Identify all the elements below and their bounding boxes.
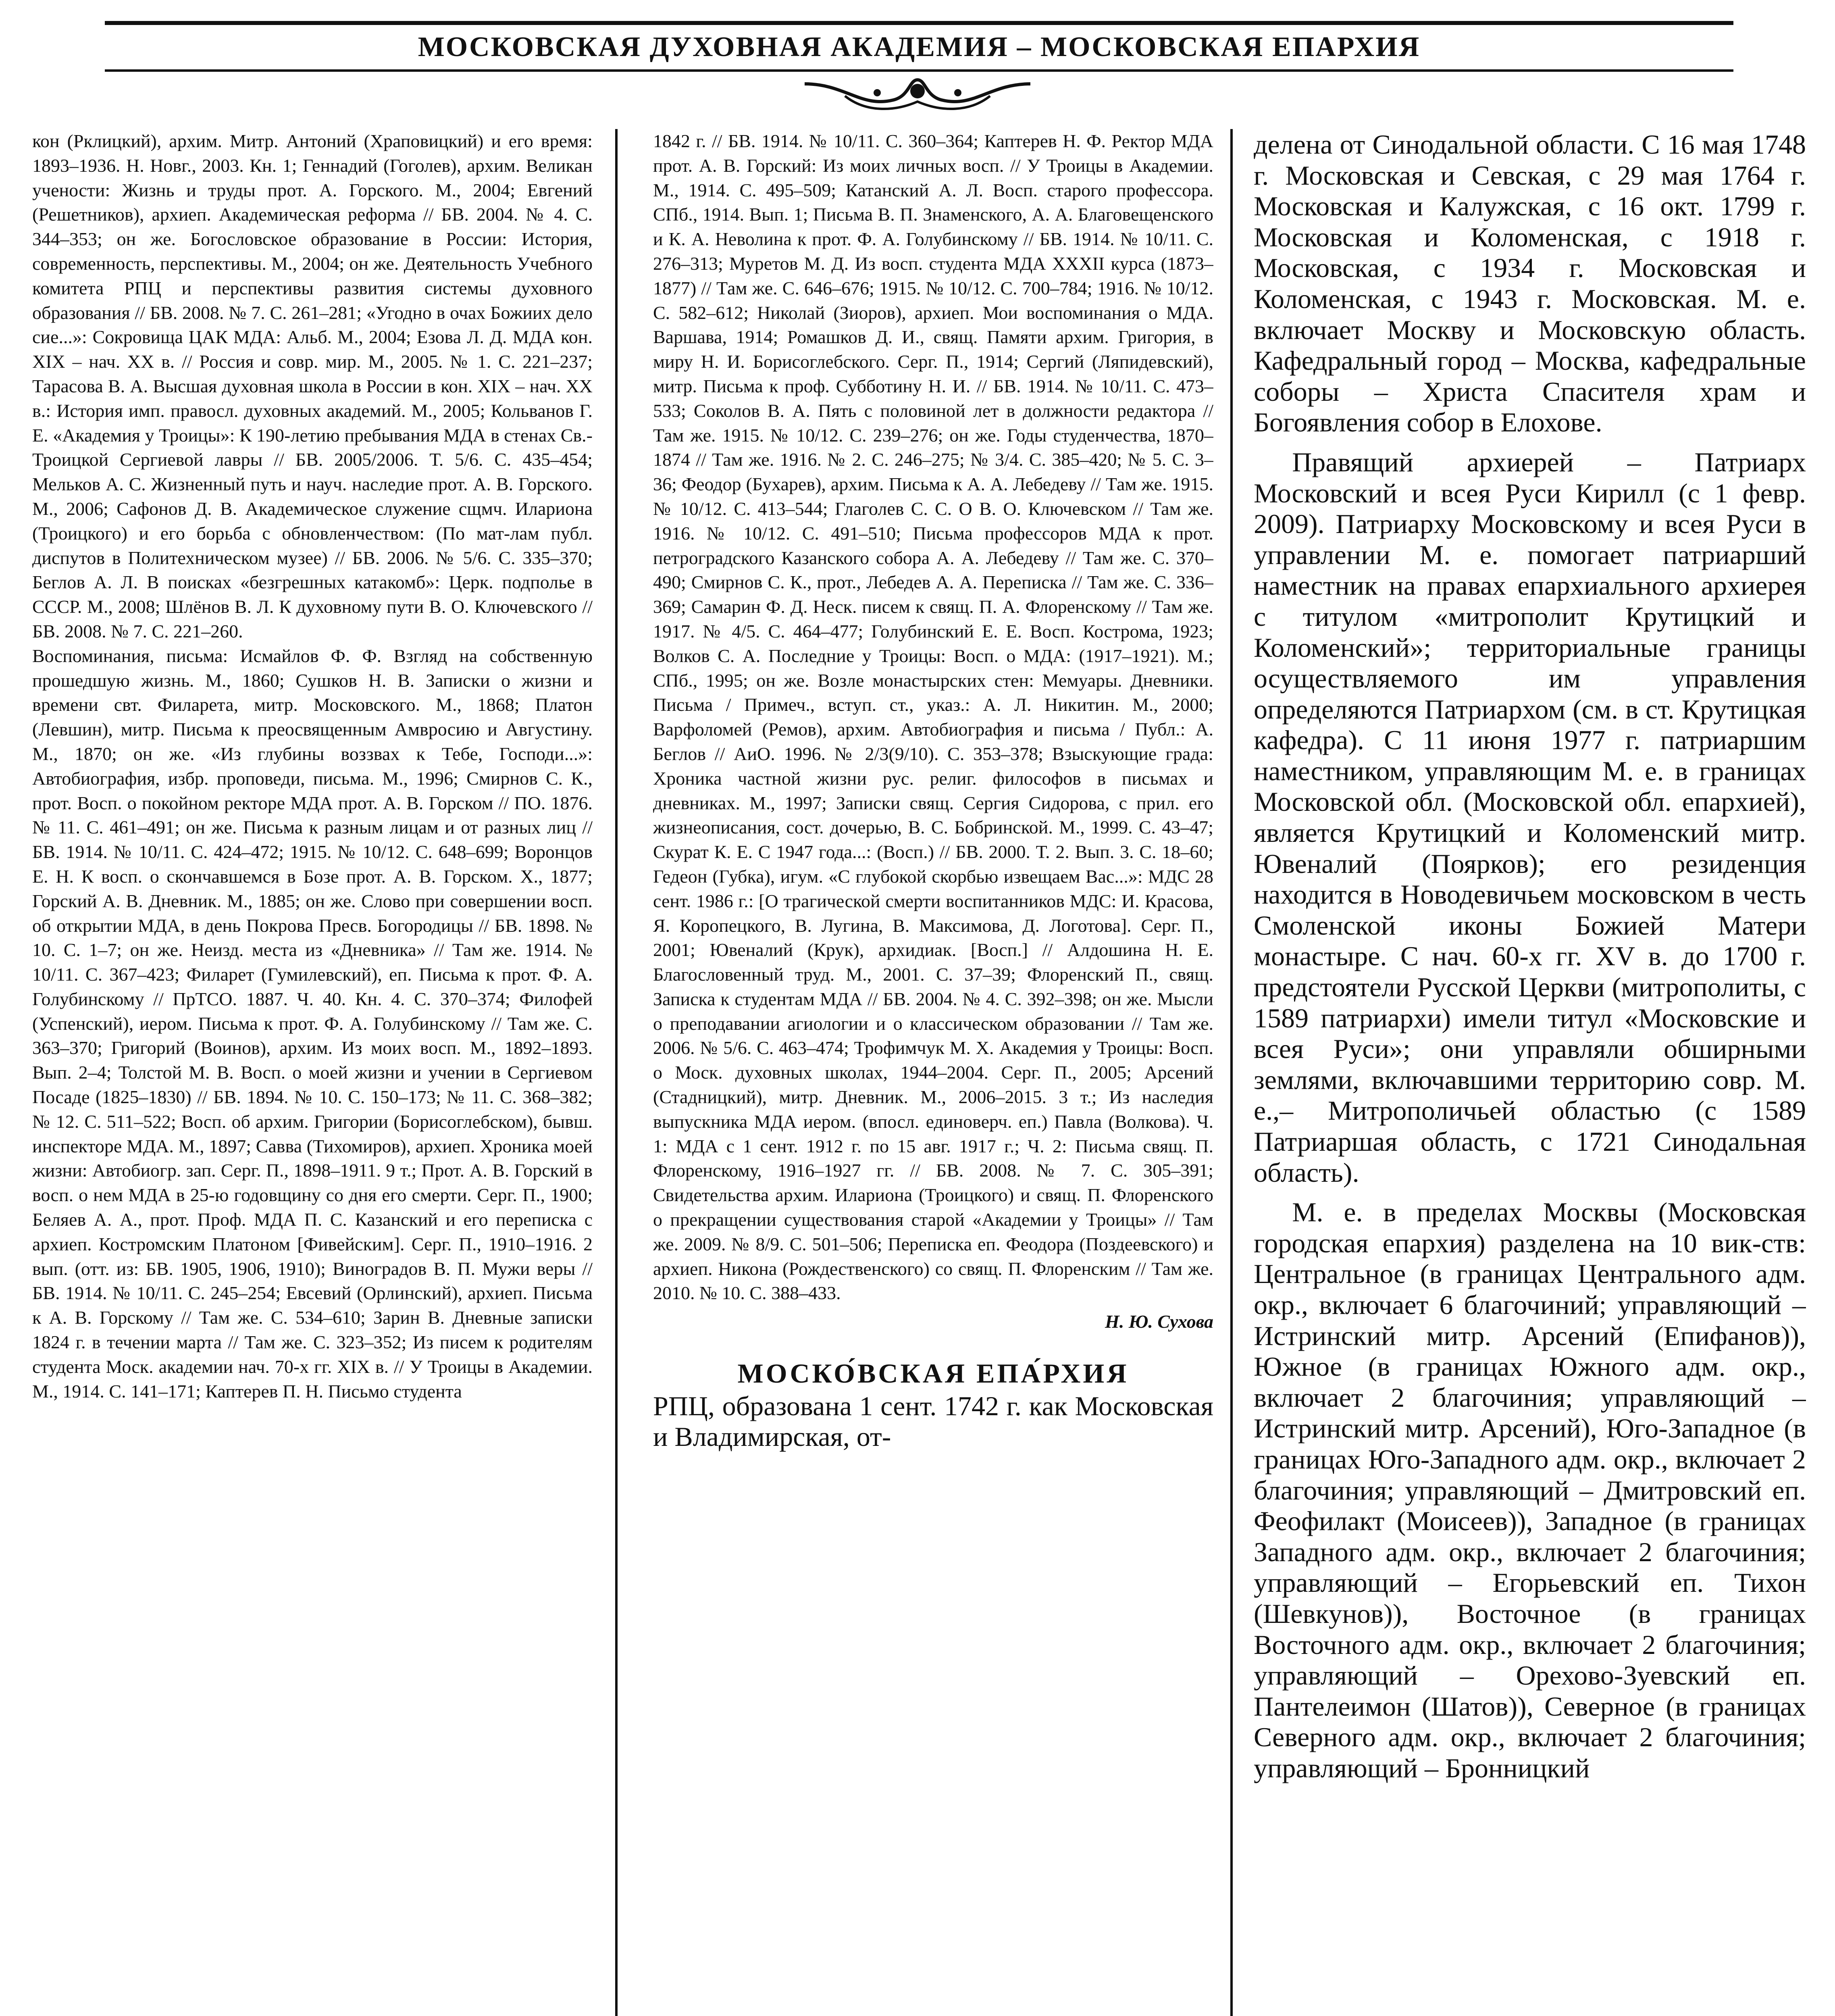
author-signature: Н. Ю. Сухова xyxy=(1105,1311,1213,1332)
entry-heading: МОСКО́ВСКАЯ ЕПА́РХИЯ xyxy=(737,1358,1129,1389)
column-divider xyxy=(615,129,618,2016)
running-header: МОСКОВСКАЯ ДУХОВНАЯ АКАДЕМИЯ – МОСКОВСКАЯ ЕПАРХИЯ xyxy=(418,31,1421,62)
article-paragraph: делена от Синодальной области. С 16 мая 1748 г. Московская и Севская, с 29 мая 1764 г. Московская и Калужская, с 16 окт. 1799 г. Московская и Коломенская, с 1918 г. Московская, с 1934 г. Московская и Коломенская, с 1943 г. Московская. М. е. включает Москву и Московскую область. Кафедральный город – Москва, кафедральные соборы – Христа Спасителя храм и Богоявления собор в Елохове. xyxy=(1254,129,1806,438)
left-column xyxy=(32,129,593,2016)
bibliography-paragraph: кон (Рклицкий), архим. Митр. Антоний (Храповицкий) и его время: 1893–1936. Н. Новг., 2003. Кн. 1; Геннадий (Гоголев), архим. Великан учености: Жизнь и труды прот. А. Горского. М., 2004; Евгений (Решетников), архиеп. Академическая реформа // БВ. 2004. № 4. С. 344–353; он же. Богословское образование в России: История, современность, перспективы. М., 2004; он же. Деятельность Учебного комитета РПЦ и перспективы развития системы духовного образования // БВ. 2008. № 7. С. 261–281; «Угодно в очах Божиих дело сие...»: Сокровища ЦАК МДА: Альб. М., 2004; Езова Л. Д. МДА кон. XIX – нач. XX в. // Россия и совр. мир. М., 2005. № 1. С. 221–237; Тарасова В. А. Высшая духовная школа в России в кон. XIX – нач. XX в.: История имп. правосл. духовных академий. М., 2005; Кольванов Г. Е. «Академия у Троицы»: К 190-летию пребывания МДА в стенах Св.-Троицкой Сергиевой лавры // БВ. 2005/2006. Т. 5/6. С. 435–454; Мельков А. С. Жизненный путь и науч. наследие прот. А. В. Горского. М., 2006; Сафонов Д. В. Академическое служение сщмч. Илариона (Троицкого) и его борьба с обновленчеством: (По мат-лам публ. диспутов в Политехническом музее) // БВ. 2006. № 5/6. С. 335–370; Беглов А. Л. В поисках «безгрешных катакомб»: Церк. подполье в СССР. М., 2008; Шлёнов В. Л. К духовному пути В. О. Ключевского // БВ. 2008. № 7. С. 221–260. xyxy=(32,131,593,641)
scroll-ornament-icon xyxy=(797,68,1038,116)
article-paragraph: М. е. в пределах Москвы (Московская городская епархия) разделена на 10 вик-ств: Центральное (в границах Центрального адм. окр., включает 6 благочиний; управляющий – Истринский митр. Арсений (Епифанов)), Южное (в границах Южного адм. окр., включает 2 благочиния; управляющий – Истринский митр. Арсений), Юго-Западное (в границах Юго-Западного адм. окр., включает 2 благочиния; управляющий – Дмитровский еп. Феофилакт (Моисеев)), Западное (в границах Западного адм. окр., включает 2 благочиния; управляющий – Егорьевский еп. Тихон (Шевкунов)), Восточное (в границах Восточного адм. окр., включает 2 благочиния; управляющий – Орехово-Зуевский еп. Пантелеимон (Шатов)), Северное (в границах Северного адм. окр., включает 2 благочиния; управляющий – Бронницкий xyxy=(1254,1197,1806,1783)
memoirs-paragraph: Воспоминания, письма: Исмайлов Ф. Ф. Взгляд на собственную прошедшую жизнь. М., 1860; Сушков Н. В. Записки о жизни и времени свт. Филарета, митр. Московского. М., 1868; Платон (Левшин), митр. Письма к преосвященным Амвросию и Августину. М., 1870; он же. «Из глубины воззвах к Тебе, Господи...»: Автобиография, избр. проповеди, письма. М., 1996; Смирнов С. К., прот. Восп. о покойном ректоре МДА прот. А. В. Горском // ПО. 1876. № 11. С. 461–491; он же. Письма к разным лицам и от разных лиц // БВ. 1914. № 10/11. С. 424–472; 1915. № 10/12. С. 648–699; Воронцов Е. Н. К восп. о скончавшемся в Бозе прот. А. В. Горском. Х., 1877; Горский А. В. Дневник. М., 1885; он же. Слово при совершении восп. об открытии МДА, в день Покрова Пресв. Богородицы // БВ. 1898. № 10. С. 1–7; он же. Неизд. места из «Дневника» // Там же. 1914. № 10/11. С. 367–423; Филарет (Гумилевский), еп. Письма к прот. Ф. А. Голубинскому // ПрТСО. 1887. Ч. 40. Кн. 4. С. 370–374; Филофей (Успенский), иером. Письма к прот. Ф. А. Голубинскому // Там же. С. 363–370; Григорий (Воинов), архим. Из моих восп. М., 1892–1893. Вып. 2–4; Толстой М. В. Восп. о моей жизни и учении в Сергиевом Посаде (1825–1830) // БВ. 1894. № 10. С. 150–173; № 11. С. 368–382; № 12. С. 511–522; Восп. об архим. Григории (Борисоглебском), бывш. инспекторе МДА. М., 1897; Савва (Тихомиров), архиеп. Хроника моей жизни: Автобиогр. зап. Серг. П., 1898–1911. 9 т.; Прот. А. В. Горский в восп. о нем МДА в 25-ю годовщину со дня его смерти. Серг. П., 1900; Беляев А. А., прот. Проф. МДА П. С. Казанский и его переписка с архиеп. Костромским Платоном [Фивейским]. Серг. П., 1910–1916. 2 вып. (отт. из: БВ. 1905, 1906, 1910); Виноградов В. П. Мужи веры // БВ. 1914. № 10/11. С. 245–254; Евсевий (Орлинский), архиеп. Письма к А. В. Горскому // Там же. С. 534–610; Зарин В. Дневные записки 1824 г. в течении марта // Там же. С. 323–352; Из писем к родителям студента Моск. академии нач. 70-х гг. XIX в. // У Троицы в Академии. М., 1914. С. 141–171; Каптерев П. Н. Письмо студента xyxy=(32,645,593,1402)
column-divider xyxy=(1230,129,1233,2016)
article-paragraph: Правящий архиерей – Патриарх Московский и всея Руси Кирилл (с 1 февр. 2009). Патриарху Московскому и всея Руси в управлении М. е. помогает патриарший наместник на правах епархиального архиерея с титулом «митрополит Крутицкий и Коломенский»; территориальные границы осуществляемого им управления определяются Патриархом (см. в ст. Крутицкая кафедра). С 11 июня 1977 г. патриаршим наместником, управляющим М. е. в границах Московской обл. (Московской обл. епархией), является Крутицкий и Коломенский митр. Ювеналий (Поярков); его резиденция находится в Новодевичьем московском в честь Смоленской иконы Божией Матери монастыре. С нач. 60-х гг. XV в. до 1700 г. предстоятели Русской Церкви (митрополиты, с 1589 патриархи) имели титул «Московские и всея Руси»; они управляли обширными землями, включавшими территорию совр. М. е.,– Митрополичьей областью (с 1589 Патриаршая область, с 1721 Синодальная область). xyxy=(1254,446,1806,1188)
middle-column xyxy=(653,129,1213,2016)
entry-intro: РПЦ, образована 1 сент. 1742 г. как Московская и Владимирская, от- xyxy=(653,1391,1213,1452)
right-column xyxy=(1254,129,1806,2016)
header-top-rule xyxy=(105,21,1733,25)
bibliography-paragraph: 1842 г. // БВ. 1914. № 10/11. С. 360–364; Каптерев Н. Ф. Ректор МДА прот. А. В. Горский: Из моих личных восп. // У Троицы в Академии. М., 1914. С. 495–509; Катанский А. Л. Восп. старого профессора. СПб., 1914. Вып. 1; Письма В. П. Знаменского, А. А. Благовещенского и К. А. Неволина к прот. Ф. А. Голубинскому // БВ. 1914. № 10/11. С. 276–313; Муретов М. Д. Из восп. студента МДА XXXII курса (1873–1877) // Там же. С. 646–676; 1915. № 10/12. С. 700–784; 1916. № 10/12. С. 582–612; Николай (Зиоров), архиеп. Мои воспоминания о МДА. Варшава, 1914; Ромашков Д. И., свящ. Памяти архим. Григория, в миру Н. И. Борисоглебского. Серг. П., 1914; Сергий (Ляпидевский), митр. Письма к проф. Субботину Н. И. // БВ. 1914. № 10/11. С. 473–533; Соколов В. А. Пять с половиной лет в должности редактора // Там же. 1915. № 10/12. С. 239–276; он же. Годы студенчества, 1870–1874 // Там же. 1916. № 2. С. 246–275; № 3/4. С. 385–420; № 5. С. 3–36; Феодор (Бухарев), архим. Письма к А. А. Лебедеву // Там же. 1915. № 10/12. С. 413–544; Глаголев С. С. О В. О. Ключевском // Там же. 1916. № 10/12. С. 491–510; Письма профессоров МДА к прот. петроградского Казанского собора А. А. Лебедеву // Там же. С. 370–490; Смирнов С. К., прот., Лебедев А. А. Переписка // Там же. С. 336–369; Самарин Ф. Д. Неск. писем к свящ. П. А. Флоренскому // Там же. 1917. № 4/5. С. 464–477; Голубинский Е. Е. Восп. Кострома, 1923; Волков С. А. Последние у Троицы: Восп. о МДА: (1917–1921). М.; СПб., 1995; он же. Возле монастырских стен: Мемуары. Дневники. Письма / Примеч., вступ. ст., указ.: А. Л. Никитин. М., 2000; Варфоломей (Ремов), архим. Автобиография и письма / Публ.: А. Беглов // АиО. 1996. № 2/3(9/10). С. 353–378; Взыскующие града: Хроника частной жизни рус. религ. философов в письмах и дневниках. М., 1997; Записки свящ. Сергия Сидорова, с прил. его жизнеописания, сост. дочерью, В. С. Бобринской. М., 1999. С. 43–47; Скурат К. Е. С 1947 года...: (Восп.) // БВ. 2000. Т. 2. Вып. 3. С. 18–60; Гедеон (Губка), игум. «С глубокой скорбью извещаем Вас...»: МДС 28 сент. 1986 г.: [О трагической смерти воспитанников МДС: И. Красова, Я. Коропецкого, В. Лугина, В. Максимова, Д. Логотова]. Серг. П., 2001; Ювеналий (Крук), архидиак. [Восп.] // Алдошина Н. Е. Благословенный труд. М., 2001. С. 37–39; Флоренский П., свящ. Записка к студентам МДА // БВ. 2004. № 4. С. 392–398; он же. Мысли о преподавании агиологии и о классическом образовании // Там же. 2006. № 5/6. С. 463–474; Трофимчук М. Х. Академия у Троицы: Восп. о Моск. духовных школах, 1944–2004. Серг. П., 2005; Арсений (Стадницкий), митр. Дневник. М., 2006–2015. 3 т.; Из наследия выпускника МДА иером. (впосл. единоверч. еп.) Павла (Волкова). Ч. 1: МДА с 1 сент. 1912 г. по 15 авг. 1917 г.; Ч. 2: Письма свящ. П. Флоренскому, 1916–1927 гг. // БВ. 2008. № 7. С. 305–391; Свидетельства архим. Илариона (Троицкого) и свящ. П. Флоренского о прекращении существования старой «Академии у Троицы» // Там же. 2009. № 8/9. С. 501–506; Переписка еп. Феодора (Поздеевского) и архиеп. Никона (Рождественского) со свящ. П. Флоренским // Там же. 2010. № 10. С. 388–433. xyxy=(653,131,1213,1304)
